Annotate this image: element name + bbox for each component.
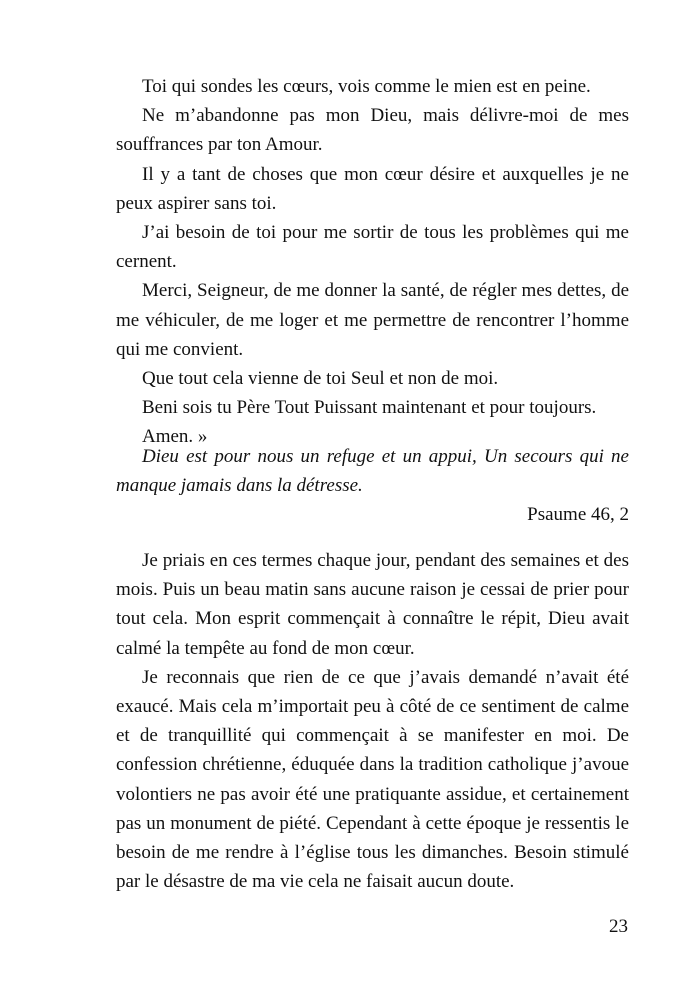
quote-reference: Psaume 46, 2 (527, 504, 629, 526)
page-number: 23 (609, 916, 628, 937)
quote-verse: Dieu est pour nous un refuge et un appui, Un secours qui ne manque jamais dans la détresse. (116, 446, 629, 497)
narrative-paragraph: Je priais en ces termes chaque jour, pendant des semaines et des mois. Puis un beau matin sans aucune raison je cessai de prier pour tout cela. Mon esprit commençait à connaître le répit, Dieu avait calmé la tempête au fond de mon cœur. (116, 550, 629, 659)
prayer-paragraph: Il y a tant de choses que mon cœur désire et auxquelles je ne peux aspirer sans toi. (116, 163, 629, 214)
scripture-quote (116, 442, 629, 530)
prayer-paragraph: Toi qui sondes les cœurs, vois comme le mien est en peine. (142, 76, 591, 97)
narrative-text (116, 546, 629, 896)
narrative-paragraph: Je reconnais que rien de ce que j’avais demandé n’avait été exaucé. Mais cela m’importait peu à côté de ce sentiment de calme et de tranquillité qui commençait à se manifester en moi. De confession chrétienne, éduquée dans la tradition catholique j’avoue volontiers ne pas avoir été une pratiquante assidue, et certainement pas un monument de piété. Cependant à cette époque je ressentis le besoin de me rendre à l’église tous les dimanches. Besoin stimulé par le désastre de ma vie cela ne faisait aucun doute. (116, 666, 629, 893)
prayer-paragraph: Beni sois tu Père Tout Puissant maintenant et pour toujours. (142, 397, 597, 419)
prayer-paragraph: Que tout cela vienne de toi Seul et non de moi. (142, 368, 499, 390)
prayer-paragraph: J’ai besoin de toi pour me sortir de tous les problèmes qui me cernent. (116, 222, 629, 273)
prayer-paragraph: Amen. » (142, 426, 208, 448)
prayer-paragraph: Ne m’abandonne pas mon Dieu, mais délivre-moi de mes souffrances par ton Amour. (116, 105, 629, 156)
prayer-paragraph: Merci, Seigneur, de me donner la santé, de régler mes dettes, de me véhiculer, de me loger et me permettre de rencontrer l’homme qui me convient. (116, 280, 629, 360)
prayer-text (116, 72, 629, 452)
